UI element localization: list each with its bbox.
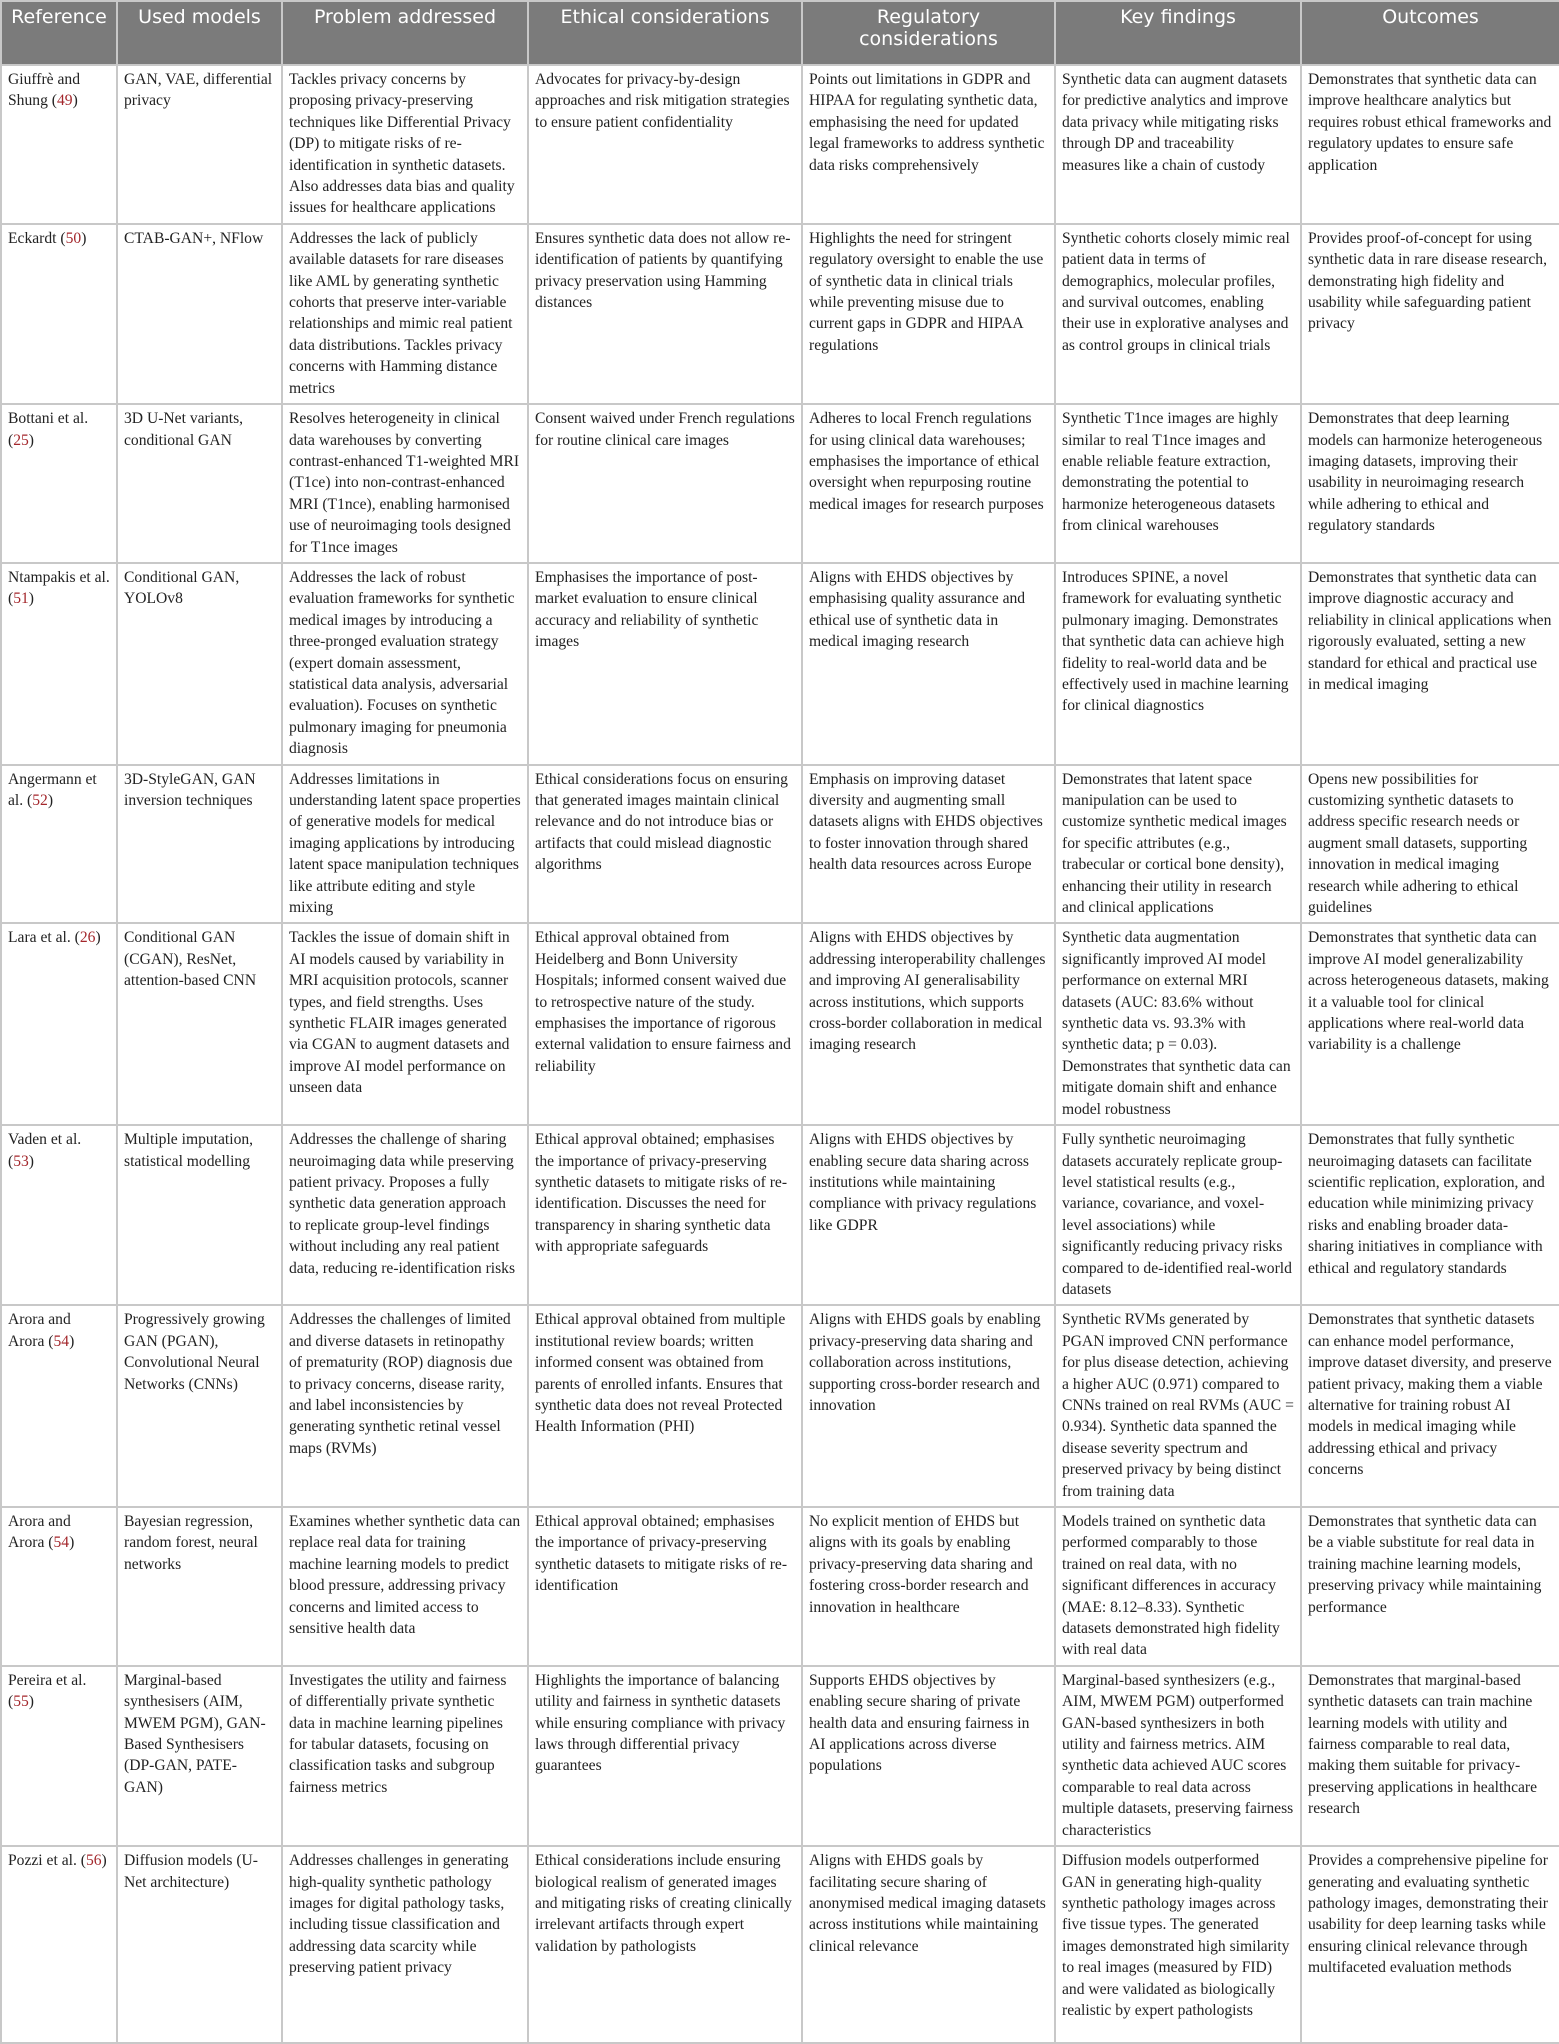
- reference-authors: Arora and Arora: [8, 1311, 71, 1350]
- reference-authors: Ntampakis et al.: [8, 568, 110, 586]
- reference-authors: Vaden et al.: [8, 1131, 82, 1149]
- problem-cell: Addresses limitations in understanding latent space properties of generative models for medical imaging applications by introducing latent space manipulation techniques like attribute editing and style mixing: [282, 765, 528, 924]
- citation-link[interactable]: 54: [53, 1534, 70, 1552]
- ethical-cell: Advocates for privacy-by-design approaches and risk mitigation strategies to ensure patient confidentiality: [528, 65, 802, 224]
- models-cell: Multiple imputation, statistical modelling: [117, 1125, 282, 1305]
- ethical-cell: Ensures synthetic data does not allow re-identification of patients by quantifying privacy preservation using Hamming distances: [528, 224, 802, 404]
- models-cell: Diffusion models (U-Net architecture): [117, 1846, 282, 2043]
- models-cell: Conditional GAN, YOLOv8: [117, 563, 282, 765]
- regulatory-cell: Supports EHDS objectives by enabling secure sharing of private health data and ensuring fairness in AI applications across diverse populations: [802, 1666, 1055, 1846]
- reference-cell: Angermann et al. (52): [1, 765, 117, 924]
- regulatory-cell: Highlights the need for stringent regulatory oversight to enable the use of synthetic data in clinical trials while preventing misuse due to current gaps in GDPR and HIPAA regulations: [802, 224, 1055, 404]
- column-header: Outcomes: [1301, 1, 1559, 65]
- reference-authors: Giuffrè and Shung: [8, 71, 81, 110]
- reference-cell: Bottani et al. (25): [1, 404, 117, 563]
- problem-cell: Tackles the issue of domain shift in AI models caused by variability in MRI acquisition protocols, scanner types, and field strengths. Uses synthetic FLAIR images generated via CGAN to augment datasets and improve AI model performance on unseen data: [282, 923, 528, 1125]
- outcomes-cell: Demonstrates that synthetic data can improve healthcare analytics but requires robust ethical frameworks and regulatory updates to ensure safe application: [1301, 65, 1559, 224]
- reference-cell: Ntampakis et al. (51): [1, 563, 117, 765]
- table-row: [1, 563, 1559, 765]
- table-body: [1, 65, 1559, 2043]
- ethical-cell: Ethical approval obtained from Heidelberg and Bonn University Hospitals; informed consent waived due to retrospective nature of the study. emphasises the importance of rigorous external validation to ensure fairness and reliability: [528, 923, 802, 1125]
- ethical-cell: Ethical approval obtained; emphasises the importance of privacy-preserving synthetic datasets to mitigate risks of re-identification: [528, 1507, 802, 1666]
- outcomes-cell: Demonstrates that marginal-based synthetic datasets can train machine learning models with utility and fairness comparable to real data, making them suitable for privacy-preserving applications in healthcare research: [1301, 1666, 1559, 1846]
- models-cell: CTAB-GAN+, NFlow: [117, 224, 282, 404]
- ethical-cell: Ethical approval obtained; emphasises the importance of privacy-preserving synthetic datasets to mitigate risks of re-identification. Discusses the need for transparency in sharing synthetic data with appropriate safeguards: [528, 1125, 802, 1305]
- table-row: [1, 923, 1559, 1125]
- findings-cell: Demonstrates that latent space manipulation can be used to customize synthetic medical images for specific attributes (e.g., trabecular or cortical bone density), enhancing their utility in research and clinical applications: [1055, 765, 1301, 924]
- citation-link[interactable]: 53: [13, 1152, 29, 1170]
- ethical-cell: Ethical considerations include ensuring biological realism of generated images and mitigating risks of creating clinically irrelevant artifacts through expert validation by pathologists: [528, 1846, 802, 2043]
- citation-link[interactable]: 52: [32, 792, 48, 809]
- models-cell: Conditional GAN (CGAN), ResNet, attention-based CNN: [117, 923, 282, 1125]
- table-row: [1, 1666, 1559, 1846]
- regulatory-cell: Points out limitations in GDPR and HIPAA for regulating synthetic data, emphasising the need for updated legal frameworks to address synthetic data risks comprehensively: [802, 65, 1055, 224]
- reference-authors: Eckardt: [8, 229, 57, 247]
- table-row: [1, 65, 1559, 224]
- models-cell: Bayesian regression, random forest, neural networks: [117, 1507, 282, 1666]
- problem-cell: Examines whether synthetic data can replace real data for training machine learning models to predict blood pressure, addressing privacy concerns and limited access to sensitive health data: [282, 1507, 528, 1666]
- reference-cell: Vaden et al. (53): [1, 1125, 117, 1305]
- regulatory-cell: Aligns with EHDS goals by facilitating secure sharing of anonymised medical imaging datasets across institutions while maintaining clinical relevance: [802, 1846, 1055, 2043]
- table-row: [1, 765, 1559, 924]
- table-row: [1, 1305, 1559, 1507]
- citation-link[interactable]: 54: [53, 1332, 70, 1350]
- problem-cell: Resolves heterogeneity in clinical data warehouses by converting contrast-enhanced T1-weighted MRI (T1ce) into non-contrast-enhanced MRI (T1nce), enabling harmonised use of neuroimaging tools designed for T1nce images: [282, 404, 528, 563]
- reference-authors: Pereira et al.: [8, 1671, 87, 1689]
- ethical-cell: Emphasises the importance of post-market evaluation to ensure clinical accuracy and reliability of synthetic images: [528, 563, 802, 765]
- outcomes-cell: Demonstrates that fully synthetic neuroimaging datasets can facilitate scientific replication, exploration, and education while minimizing privacy risks and enabling broader data-sharing initiatives in compliance with ethical and regulatory standards: [1301, 1125, 1559, 1305]
- citation-link[interactable]: 51: [13, 590, 29, 608]
- regulatory-cell: Aligns with EHDS goals by enabling privacy-preserving data sharing and collaboration across institutions, supporting cross-border research and innovation: [802, 1305, 1055, 1507]
- models-cell: Marginal-based synthesisers (AIM, MWEM PGM), GAN-Based Synthesisers (DP-GAN, PATE-GAN): [117, 1666, 282, 1846]
- models-cell: Progressively growing GAN (PGAN), Convolutional Neural Networks (CNNs): [117, 1305, 282, 1507]
- column-header: Ethical considerations: [528, 1, 802, 65]
- outcomes-cell: Demonstrates that deep learning models can harmonize heterogeneous imaging datasets, improving their usability in neuroimaging research while adhering to ethical and regulatory standards: [1301, 404, 1559, 563]
- problem-cell: Tackles privacy concerns by proposing privacy-preserving techniques like Differential Privacy (DP) to mitigate risks of re-identification in synthetic datasets. Also addresses data bias and quality issues for healthcare applications: [282, 65, 528, 224]
- ethical-cell: Ethical considerations focus on ensuring that generated images maintain clinical relevance and do not introduce bias or artifacts that could mislead diagnostic algorithms: [528, 765, 802, 924]
- column-header: Problem addressed: [282, 1, 528, 65]
- table-row: [1, 1846, 1559, 2043]
- reference-authors: Bottani et al.: [8, 410, 89, 428]
- citation-link[interactable]: 49: [56, 92, 73, 110]
- reference-cell: Pereira et al. (55): [1, 1666, 117, 1846]
- citation-link[interactable]: 50: [65, 229, 82, 247]
- problem-cell: Addresses challenges in generating high-quality synthetic pathology images for digital pathology tasks, including tissue classification and addressing data scarcity while preserving patient privacy: [282, 1846, 528, 2043]
- regulatory-cell: Adheres to local French regulations for using clinical data warehouses; emphasises the importance of ethical oversight when repurposing routine medical images for research purposes: [802, 404, 1055, 563]
- column-header: Key findings: [1055, 1, 1301, 65]
- outcomes-cell: Demonstrates that synthetic data can be a viable substitute for real data in training machine learning models, preserving privacy while maintaining performance: [1301, 1507, 1559, 1666]
- citation-link[interactable]: 56: [85, 1852, 102, 1870]
- models-cell: GAN, VAE, differential privacy: [117, 65, 282, 224]
- citation-link[interactable]: 25: [13, 431, 29, 449]
- regulatory-cell: Aligns with EHDS objectives by enabling secure data sharing across institutions while maintaining compliance with privacy regulations like GDPR: [802, 1125, 1055, 1305]
- outcomes-cell: Opens new possibilities for customizing synthetic datasets to address specific research needs or augment small datasets, supporting innovation in medical imaging research while adhering to ethical guidelines: [1301, 765, 1559, 924]
- findings-cell: Introduces SPINE, a novel framework for evaluating synthetic pulmonary imaging. Demonstrates that synthetic data can achieve high fidelity to real-world data and be effectively used in machine learning for clinical diagnostics: [1055, 563, 1301, 765]
- reference-cell: Arora and Arora (54): [1, 1507, 117, 1666]
- outcomes-cell: Provides a comprehensive pipeline for generating and evaluating synthetic pathology images, demonstrating their usability for deep learning tasks while ensuring clinical relevance through multifaceted evaluation methods: [1301, 1846, 1559, 2043]
- table-row: [1, 1507, 1559, 1666]
- problem-cell: Addresses the challenges of limited and diverse datasets in retinopathy of prematurity (ROP) diagnosis due to privacy concerns, disease rarity, and label inconsistencies by generating synthetic retinal vessel maps (RVMs): [282, 1305, 528, 1507]
- outcomes-cell: Demonstrates that synthetic datasets can enhance model performance, improve dataset diversity, and preserve patient privacy, making them a viable alternative for training robust AI models in medical imaging while addressing ethical and privacy concerns: [1301, 1305, 1559, 1507]
- reference-authors: Pozzi et al.: [8, 1852, 77, 1870]
- findings-cell: Synthetic RVMs generated by PGAN improved CNN performance for plus disease detection, achieving a higher AUC (0.971) compared to CNNs trained on real RVMs (AUC = 0.934). Synthetic data spanned the disease severity spectrum and preserved privacy by being distinct from training data: [1055, 1305, 1301, 1507]
- findings-cell: Fully synthetic neuroimaging datasets accurately replicate group-level statistical results (e.g., variance, covariance, and voxel-level associations) while significantly reducing privacy risks compared to de-identified real-world datasets: [1055, 1125, 1301, 1305]
- column-header: Reference: [1, 1, 117, 65]
- outcomes-cell: Demonstrates that synthetic data can improve diagnostic accuracy and reliability in clinical applications when rigorously evaluated, setting a new standard for ethical and practical use in medical imaging: [1301, 563, 1559, 765]
- reference-cell: Arora and Arora (54): [1, 1305, 117, 1507]
- header-row: [1, 1, 1559, 65]
- reference-cell: Lara et al. (26): [1, 923, 117, 1125]
- findings-cell: Synthetic data can augment datasets for predictive analytics and improve data privacy while mitigating risks through DP and traceability measures like a chain of custody: [1055, 65, 1301, 224]
- findings-cell: Synthetic data augmentation significantly improved AI model performance on external MRI datasets (AUC: 83.6% without synthetic data vs. 93.3% with synthetic data; p = 0.03). Demonstrates that synthetic data can mitigate domain shift and enhance model robustness: [1055, 923, 1301, 1125]
- problem-cell: Addresses the challenge of sharing neuroimaging data while preserving patient privacy. Proposes a fully synthetic data generation approach to replicate group-level findings without including any real patient data, reducing re-identification risks: [282, 1125, 528, 1305]
- problem-cell: Addresses the lack of robust evaluation frameworks for synthetic medical images by introducing a three-pronged evaluation strategy (expert domain assessment, statistical data analysis, adversarial evaluation). Focuses on synthetic pulmonary imaging for pneumonia diagnosis: [282, 563, 528, 765]
- table-row: [1, 224, 1559, 404]
- ethical-cell: Ethical approval obtained from multiple institutional review boards; written informed consent was obtained from parents of enrolled infants. Ensures that synthetic data does not reveal Protected Health Information (PHI): [528, 1305, 802, 1507]
- outcomes-cell: Demonstrates that synthetic data can improve AI model generalizability across heterogeneous datasets, making it a valuable tool for clinical applications where real-world data variability is a challenge: [1301, 923, 1559, 1125]
- ethical-cell: Consent waived under French regulations for routine clinical care images: [528, 404, 802, 563]
- regulatory-cell: Emphasis on improving dataset diversity and augmenting small datasets aligns with EHDS objectives to foster innovation through shared health data resources across Europe: [802, 765, 1055, 924]
- models-cell: 3D-StyleGAN, GAN inversion techniques: [117, 765, 282, 924]
- problem-cell: Investigates the utility and fairness of differentially private synthetic data in machine learning pipelines for tabular datasets, focusing on classification tasks and subgroup fairness metrics: [282, 1666, 528, 1846]
- ethical-cell: Highlights the importance of balancing utility and fairness in synthetic datasets while ensuring compliance with privacy laws through differential privacy guarantees: [528, 1666, 802, 1846]
- column-header: Used models: [117, 1, 282, 65]
- findings-cell: Marginal-based synthesizers (e.g., AIM, MWEM PGM) outperformed GAN-based synthesizers in both utility and fairness metrics. AIM synthetic data achieved AUC scores comparable to real data across multiple datasets, preserving fairness characteristics: [1055, 1666, 1301, 1846]
- regulatory-cell: No explicit mention of EHDS but aligns with its goals by enabling privacy-preserving data sharing and fostering cross-border research and innovation in healthcare: [802, 1507, 1055, 1666]
- regulatory-cell: Aligns with EHDS objectives by addressing interoperability challenges and improving AI generalisability across institutions, which supports cross-border collaboration in medical imaging research: [802, 923, 1055, 1125]
- regulatory-cell: Aligns with EHDS objectives by emphasising quality assurance and ethical use of synthetic data in medical imaging research: [802, 563, 1055, 765]
- reference-cell: Pozzi et al. (56): [1, 1846, 117, 2043]
- reference-cell: Giuffrè and Shung (49): [1, 65, 117, 224]
- models-cell: 3D U-Net variants, conditional GAN: [117, 404, 282, 563]
- reference-authors: Arora and Arora: [8, 1513, 71, 1552]
- table-row: [1, 1125, 1559, 1305]
- findings-cell: Diffusion models outperformed GAN in generating high-quality synthetic pathology images across five tissue types. The generated images demonstrated high similarity to real images (measured by FID) and were validated as biologically realistic by expert pathologists: [1055, 1846, 1301, 2043]
- findings-cell: Synthetic T1nce images are highly similar to real T1nce images and enable reliable feature extraction, demonstrating the potential to harmonize heterogeneous datasets from clinical warehouses: [1055, 404, 1301, 563]
- citation-link[interactable]: 55: [13, 1693, 29, 1711]
- table-row: [1, 404, 1559, 563]
- findings-cell: Models trained on synthetic data performed comparably to those trained on real data, with no significant differences in accuracy (MAE: 8.12–8.33). Synthetic datasets demonstrated high fidelity with real data: [1055, 1507, 1301, 1666]
- column-header: Regulatory considerations: [802, 1, 1055, 65]
- citation-link[interactable]: 26: [79, 929, 96, 947]
- outcomes-cell: Provides proof-of-concept for using synthetic data in rare disease research, demonstrating high fidelity and usability while safeguarding patient privacy: [1301, 224, 1559, 404]
- reference-authors: Angermann et al.: [8, 770, 97, 809]
- problem-cell: Addresses the lack of publicly available datasets for rare diseases like AML by generating synthetic cohorts that preserve inter-variable relationships and mimic real patient data distributions. Tackles privacy concerns with Hamming distance metrics: [282, 224, 528, 404]
- reference-authors: Lara et al.: [8, 929, 71, 947]
- findings-cell: Synthetic cohorts closely mimic real patient data in terms of demographics, molecular profiles, and survival outcomes, enabling their use in explorative analyses and as control groups in clinical trials: [1055, 224, 1301, 404]
- reference-cell: Eckardt (50): [1, 224, 117, 404]
